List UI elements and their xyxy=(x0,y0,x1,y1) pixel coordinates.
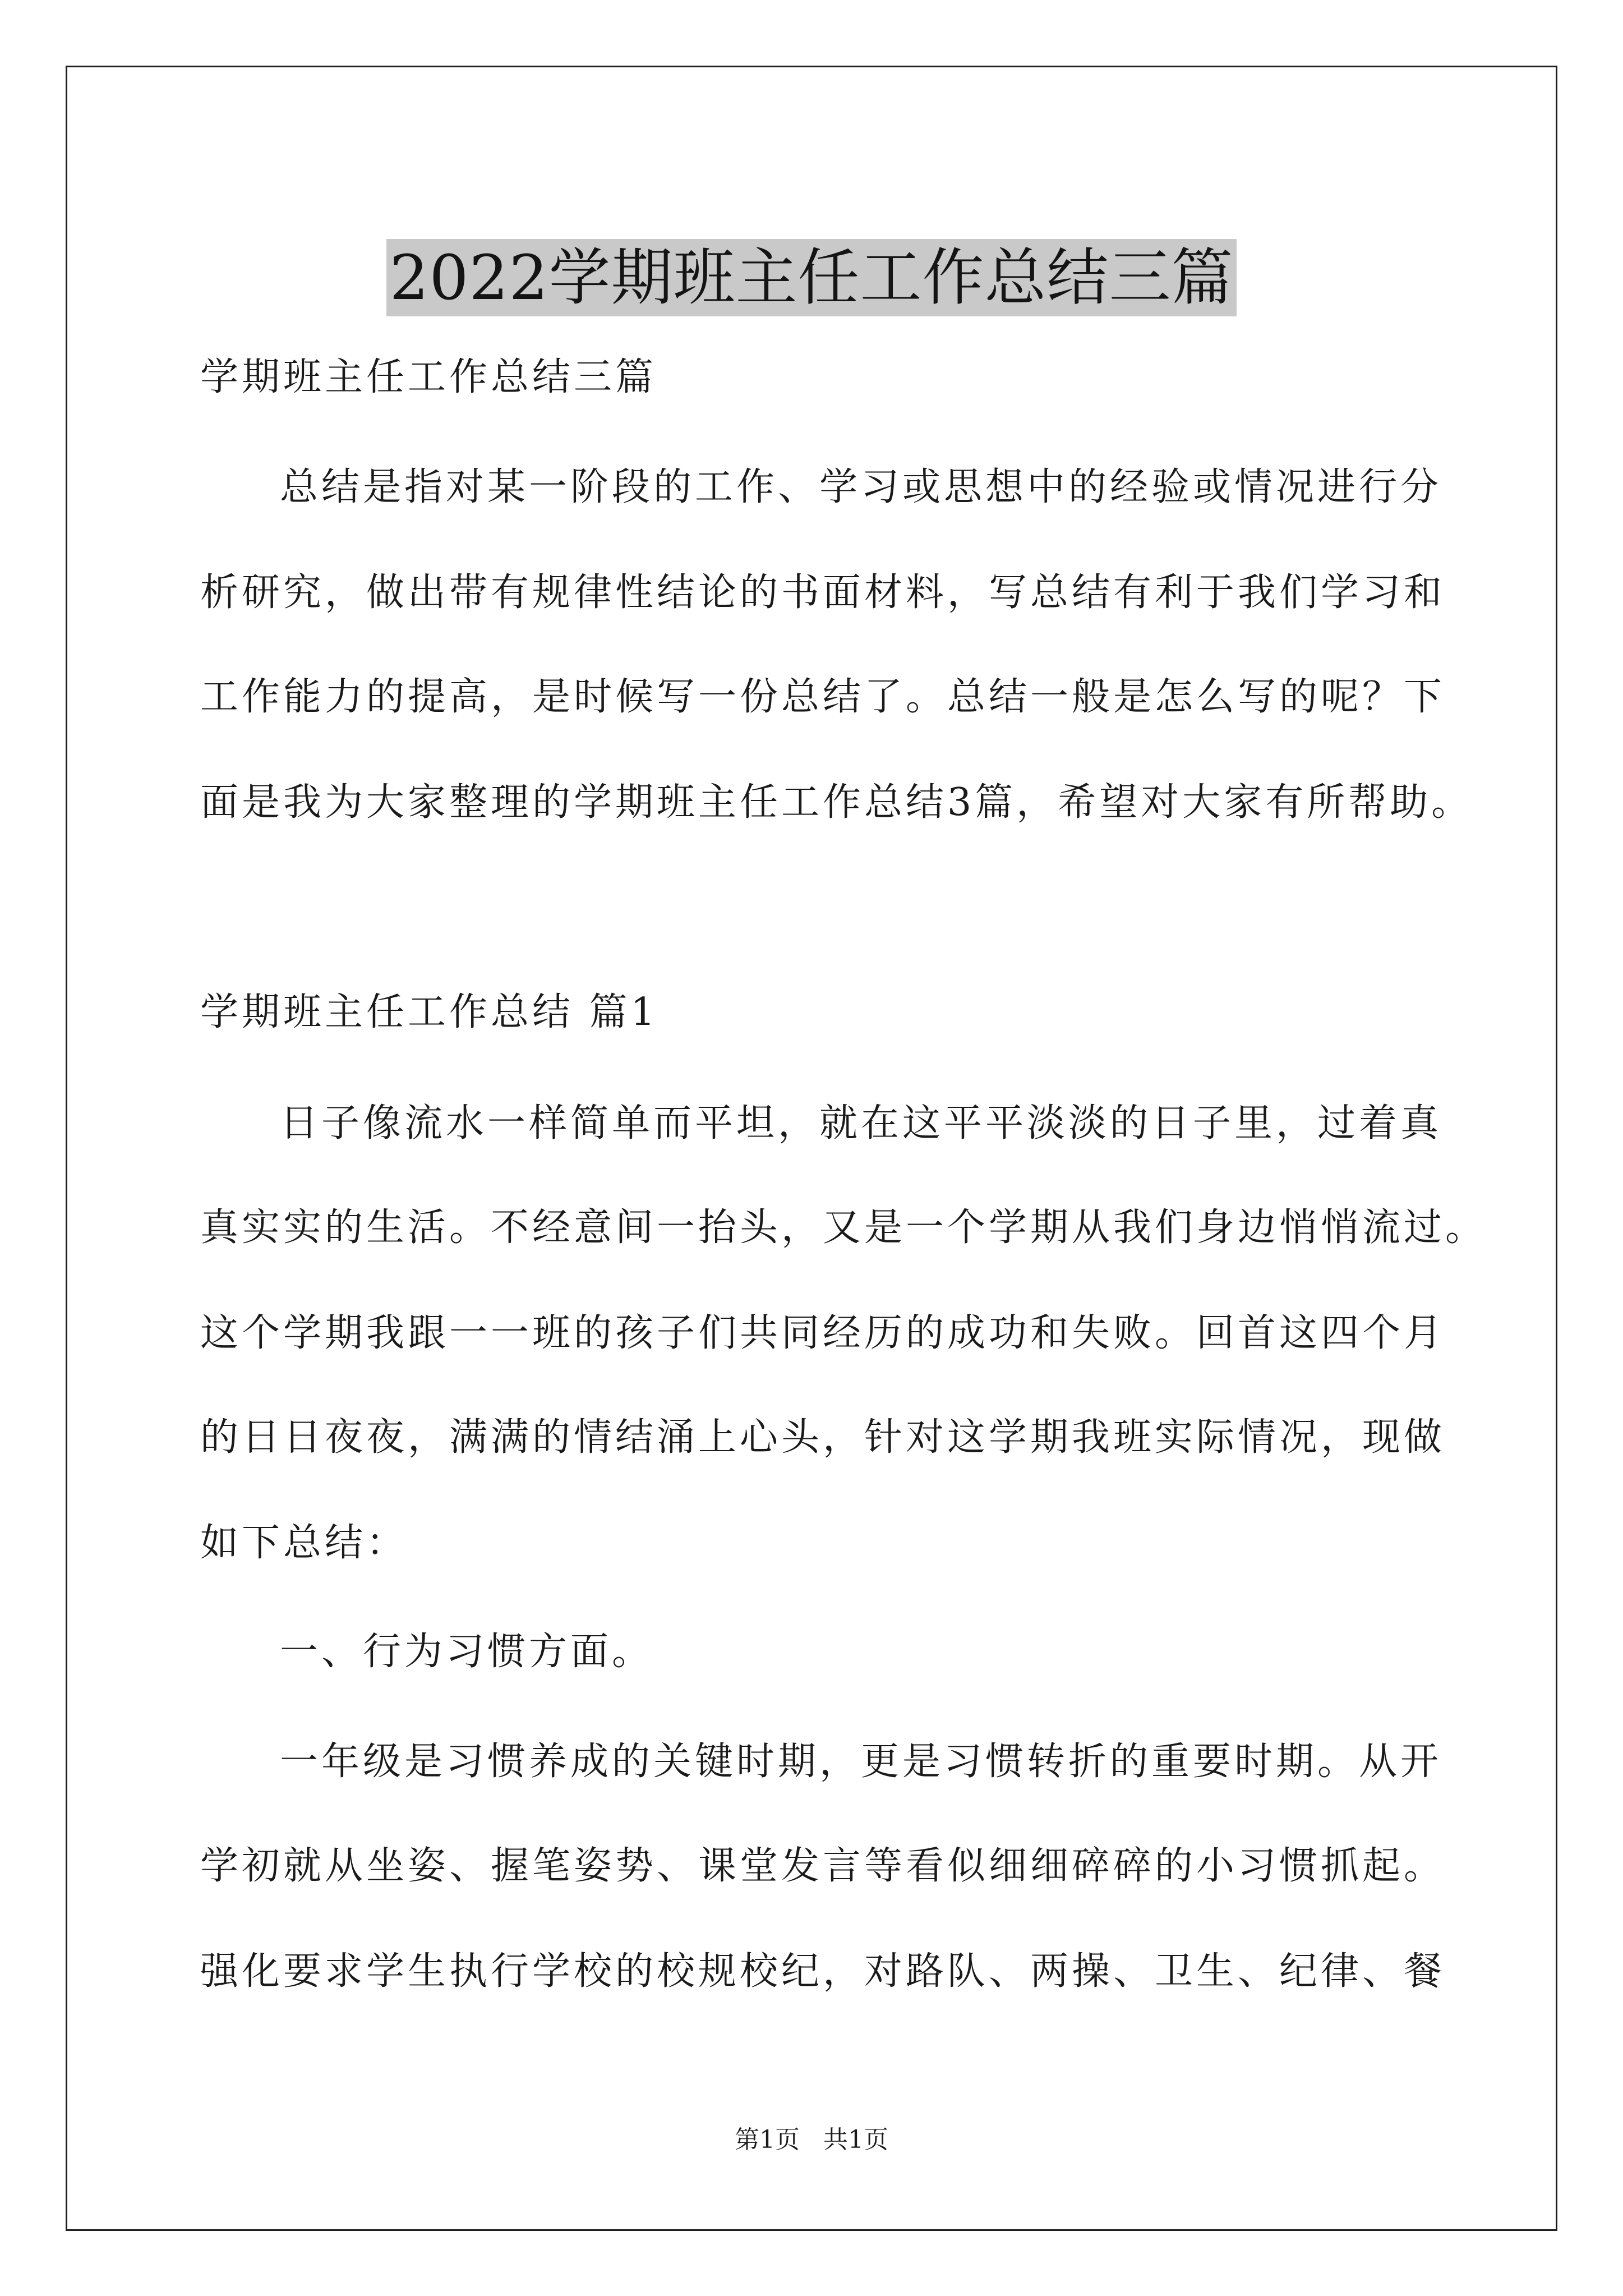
section-line-5: 如下总结： xyxy=(200,1521,408,1565)
title-container xyxy=(0,197,1623,357)
section-line-2: 真实实的生活。不经意间一抬头，又是一个学期从我们身边悄悄流过。 xyxy=(200,1205,1487,1250)
section-line-9: 强化要求学生执行学校的校规校纪，对路队、两操、卫生、纪律、餐 xyxy=(200,1949,1446,1994)
document-title: 2022学期班主任工作总结三篇 xyxy=(386,239,1237,316)
section-heading: 学期班主任工作总结 篇1 xyxy=(200,990,658,1034)
intro-line-1: 总结是指对某一阶段的工作、学习或思想中的经验或情况进行分 xyxy=(280,465,1442,509)
section-line-1: 日子像流水一样简单而平坦，就在这平平淡淡的日子里，过着真 xyxy=(280,1101,1442,1145)
section-line-7: 一年级是习惯养成的关键时期，更是习惯转折的重要时期。从开 xyxy=(280,1740,1442,1784)
intro-line-4: 面是我为大家整理的学期班主任工作总结3篇，希望对大家有所帮助。 xyxy=(200,780,1473,825)
page-footer: 第1页 共1页 xyxy=(735,2125,888,2154)
intro-line-3: 工作能力的提高，是时候写一份总结了。总结一般是怎么写的呢？下 xyxy=(200,675,1446,719)
section-line-8: 学初就从坐姿、握笔姿势、课堂发言等看似细细碎碎的小习惯抓起。 xyxy=(200,1844,1446,1888)
intro-line-2: 析研究，做出带有规律性结论的书面材料，写总结有利于我们学习和 xyxy=(200,570,1446,615)
section-line-3: 这个学期我跟一一班的孩子们共同经历的成功和失败。回首这四个月 xyxy=(200,1311,1446,1355)
document-subtitle: 学期班主任工作总结三篇 xyxy=(200,355,657,399)
section-line-6: 一、行为习惯方面。 xyxy=(280,1630,654,1674)
section-line-4: 的日日夜夜，满满的情结涌上心头，针对这学期我班实际情况，现做 xyxy=(200,1415,1446,1460)
